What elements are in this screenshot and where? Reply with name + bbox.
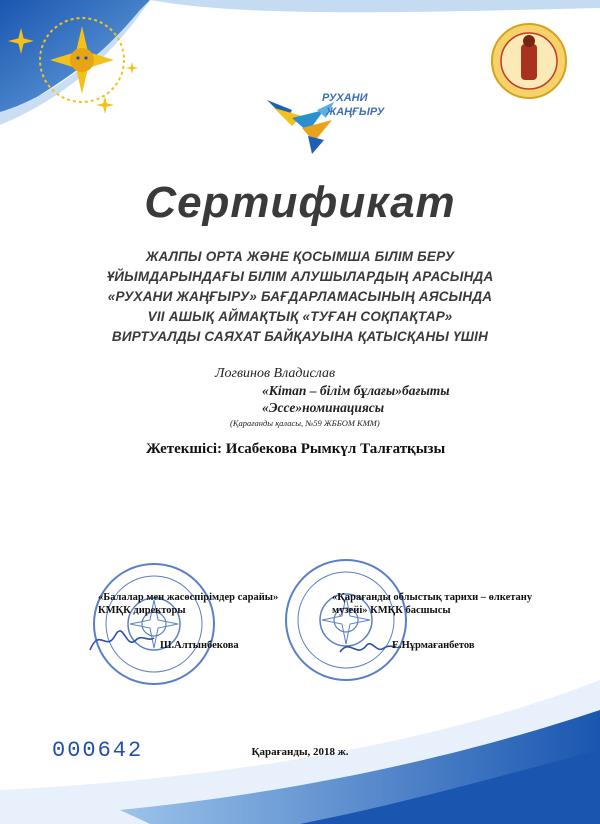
signatory-right-org: «Қарағанды облыстық тарихи – өлкетану bbox=[332, 592, 533, 603]
place-date: Қарағанды, 2018 ж. bbox=[251, 746, 349, 758]
signatory-left-org: «Балалар мен жасөспірімдер сарайы» bbox=[98, 592, 279, 603]
heading-line: ЖАЛПЫ ОРТА ЖӘНЕ ҚОСЫМША БІЛІМ БЕРУ bbox=[145, 249, 455, 264]
supervisor: Жетекшісі: Исабекова Рымкүл Талғатқызы bbox=[146, 441, 446, 457]
recipient-name: Логвинов Владислав bbox=[215, 366, 336, 381]
rukhani-logo-line2: ЖАҢҒЫРУ bbox=[326, 106, 385, 118]
serial-number: 000642 bbox=[52, 738, 144, 763]
recipient-nomination: «Эссе»номинациясы bbox=[262, 400, 385, 415]
heading-line: VII АШЫҚ АЙМАҚТЫҚ «ТУҒАН СОҚПАҚТАР» bbox=[147, 309, 453, 324]
heading-line: ҰЙЫМДАРЫНДАҒЫ БІЛІМ АЛУШЫЛАРДЫҢ АРАСЫНДА bbox=[106, 269, 494, 284]
star-icon bbox=[126, 62, 138, 74]
recipient-school: (Қарағанды қаласы, №59 ЖББОМ КММ) bbox=[230, 418, 380, 428]
star-icon bbox=[8, 28, 34, 54]
heading-line: «РУХАНИ ЖАҢҒЫРУ» БАҒДАРЛАМАСЫНЫҢ АЯСЫНДА bbox=[107, 289, 493, 304]
heading-line: ВИРТУАЛДЫ САЯХАТ БАЙҚАУЫНА ҚАТЫСҚАНЫ ҮШІН bbox=[111, 329, 489, 344]
star-icon bbox=[96, 96, 114, 114]
signatory-left-title: КМҚК директоры bbox=[98, 605, 186, 616]
certificate-title: Сертификат bbox=[144, 178, 456, 227]
bottom-decoration bbox=[0, 640, 600, 824]
signatory-right-title: музейі» КМҚК басшысы bbox=[332, 605, 451, 616]
rukhani-logo-line1: РУХАНИ bbox=[322, 92, 368, 104]
sun-emblem-icon bbox=[36, 14, 128, 106]
signatory-left-name: Ш.Алтынбекова bbox=[160, 640, 239, 651]
recipient-direction: «Кітап – білім бұлағы»бағыты bbox=[262, 383, 450, 398]
signatory-right-name: Е.Нұрмағанбетов bbox=[392, 640, 475, 651]
museum-emblem-icon bbox=[490, 22, 568, 100]
